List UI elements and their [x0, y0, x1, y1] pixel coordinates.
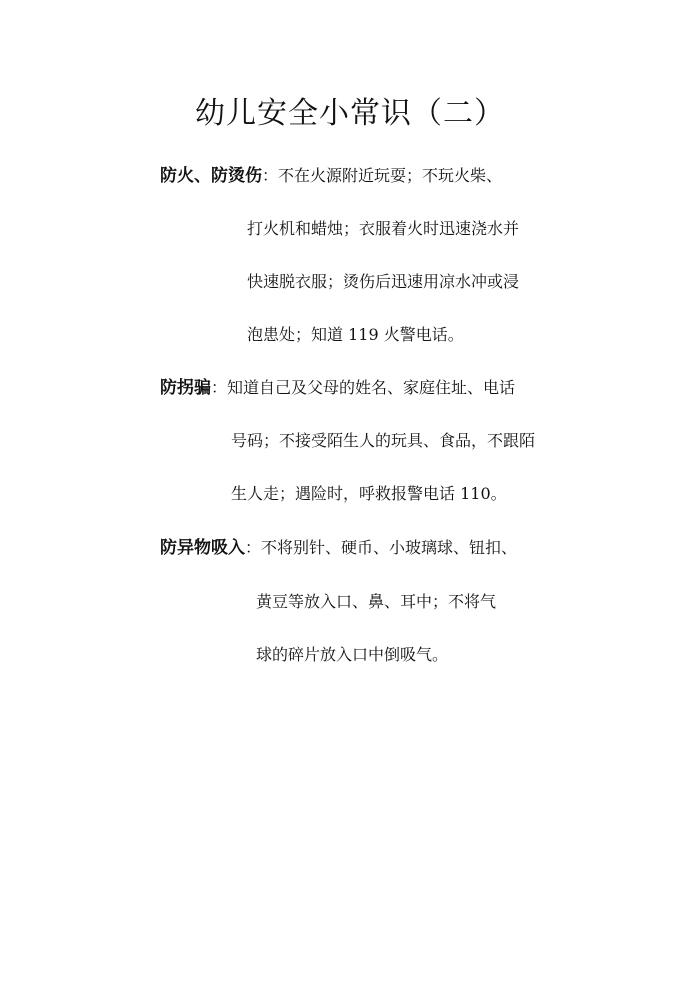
- section-fire-line-3: 快速脱衣服；烫伤后迅速用凉水冲或浸: [247, 272, 520, 291]
- section-abduction-line-2: 号码；不接受陌生人的玩具、食品，不跟陌: [231, 431, 536, 450]
- section-abduction-line-1: 知道自己及父母的姓名、家庭住址、电话: [227, 378, 516, 397]
- section-abduction-separator: ：: [211, 378, 228, 397]
- section-fire-heading: 防火、防烫伤: [160, 166, 262, 186]
- section-fire-line-4: 泡患处；知道 119 火警电话。: [247, 325, 464, 344]
- section-foreign-object-separator: ：: [245, 538, 262, 557]
- section-fire-line-2: 打火机和蜡烛；衣服着火时迅速浇水并: [247, 219, 520, 238]
- section-abduction-first-line: [160, 378, 515, 398]
- section-abduction-line-3: 生人走；遇险时，呼救报警电话 110。: [231, 484, 507, 503]
- section-foreign-object-heading: 防异物吸入: [160, 538, 245, 558]
- section-foreign-object-first-line: [160, 538, 517, 558]
- section-abduction-heading: 防拐骗: [160, 378, 211, 398]
- section-foreign-object-line-3: 球的碎片放入口中倒吸气。: [256, 645, 449, 664]
- section-fire-separator: ：: [262, 166, 279, 185]
- page-title: 幼儿安全小常识（二）: [195, 96, 505, 131]
- section-foreign-object-line-2: 黄豆等放入口、鼻、耳中；不将气: [256, 592, 497, 611]
- section-foreign-object-line-1: 不将别针、硬币、小玻璃球、钮扣、: [261, 538, 518, 557]
- section-fire-first-line: [160, 166, 502, 186]
- section-fire-line-1: 不在火源附近玩耍；不玩火柴、: [278, 166, 503, 185]
